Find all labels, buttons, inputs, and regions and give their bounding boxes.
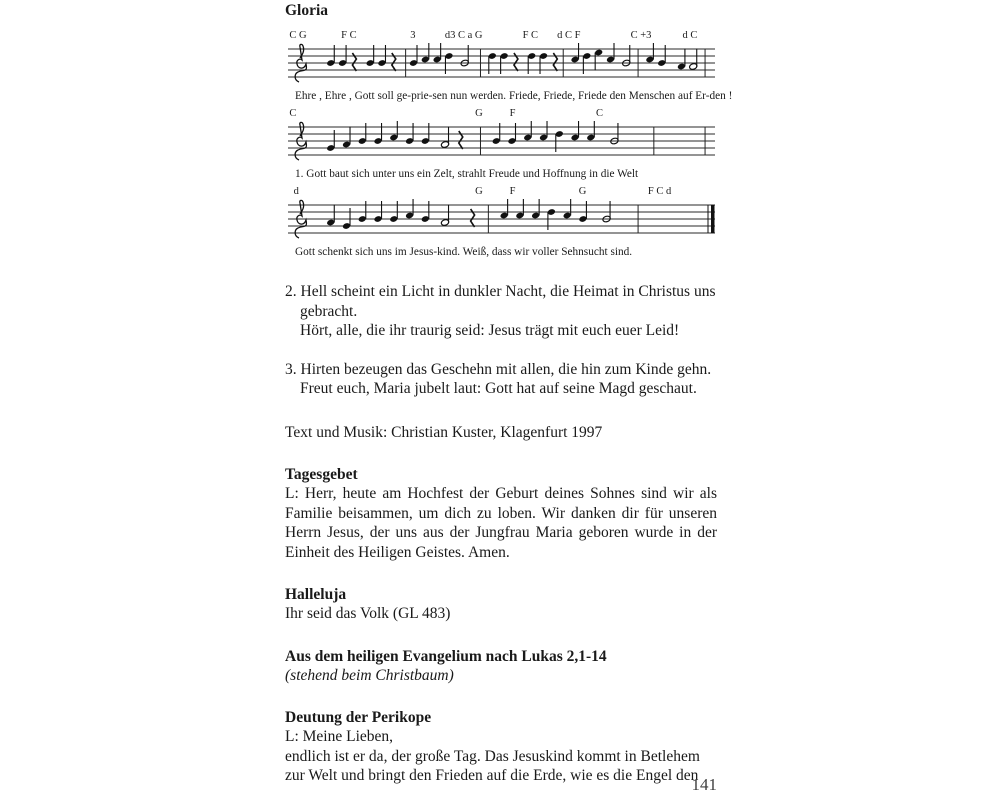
music-staff-3 <box>285 186 717 258</box>
chord-symbol: F <box>509 186 516 197</box>
section-text: L: Herr, heute am Hochfest der Geburt deines Sohnes sind wir als Familie beisammen, um dich zu loben. Wir danken dir für unseren Herrn Jesus, der uns aus der Jungfrau Maria geboren wurde in der Einheit des Heiligen Geistes. Amen. <box>285 485 717 561</box>
song-title: Gloria <box>285 2 329 19</box>
chord-symbol: F <box>509 108 516 119</box>
section-heading: Aus dem heiligen Evangelium nach Lukas 2,1-14 <box>285 647 607 665</box>
section-text: Ihr seid das Volk (GL 483) <box>285 605 451 622</box>
chord-row <box>285 30 717 43</box>
page-number: 141 <box>691 775 717 794</box>
lyrics-line: 1. Gott baut sich unter uns ein Zelt, strahlt Freude und Hoffnung in die Welt <box>295 168 639 180</box>
section-note: (stehend beim Christbaum) <box>285 666 454 684</box>
section-heading: Tagesgebet <box>285 466 358 483</box>
staff-notation <box>285 43 717 89</box>
verse-3 <box>285 360 717 399</box>
verse-2 <box>285 282 717 341</box>
lyrics-line: Gott schenkt sich uns im Jesus-kind. Weiß, dass wir voller Sehnsucht sind. <box>295 246 633 258</box>
chord-symbol: C +3 <box>630 30 652 41</box>
verse-line: 2. Hell scheint ein Licht in dunkler Nacht, die Heimat in Christus uns <box>285 283 716 300</box>
chord-symbol: C G <box>289 30 307 41</box>
chord-symbol: C <box>289 108 297 119</box>
lyrics-line: Ehre , Ehre , Gott soll ge-prie-sen nun werden. Friede, Friede, Friede den Menschen auf Er-den ! <box>295 90 733 102</box>
section-halleluja <box>285 586 717 624</box>
chord-symbol: d <box>293 186 299 197</box>
chord-symbol: C <box>596 108 604 119</box>
chord-symbol: F C <box>341 30 357 41</box>
content-column <box>285 2 733 786</box>
text-line: zur Welt und bringt den Frieden auf die Erde, wie es die Engel den <box>285 767 699 784</box>
chord-symbol: 3 <box>410 30 416 41</box>
section-heading: Halleluja <box>285 586 347 603</box>
staff-notation <box>285 121 717 167</box>
verse-line: Freut euch, Maria jubelt laut: Gott hat auf seine Magd geschaut. <box>300 380 697 397</box>
verse-line: 3. Hirten bezeugen das Geschehn mit allen, die hin zum Kinde gehn. <box>285 360 712 378</box>
chord-symbol: d3 C a G <box>444 30 483 41</box>
verse-line: Hört, alle, die ihr traurig seid: Jesus trägt mit euch euer Leid! <box>300 322 680 339</box>
music-staff-2 <box>285 108 717 180</box>
music-staff-1 <box>285 30 733 102</box>
chord-row <box>285 186 717 199</box>
chord-symbol: F C d <box>647 186 672 197</box>
section-tagesgebet <box>285 466 717 562</box>
section-evangelium <box>285 648 717 686</box>
text-line: endlich ist er da, der große Tag. Das Jesuskind kommt in Betlehem <box>285 747 700 765</box>
staff-notation <box>285 199 717 245</box>
text-line: L: Meine Lieben, <box>285 728 394 745</box>
chord-symbol: G <box>475 108 483 119</box>
song-credit: Text und Musik: Christian Kuster, Klagenfurt 1997 <box>285 423 603 441</box>
chord-row <box>285 108 717 121</box>
chord-symbol: F C <box>522 30 539 41</box>
verse-line: gebracht. <box>300 302 358 320</box>
chord-symbol: d C <box>682 30 698 41</box>
chord-symbol: G <box>578 186 587 197</box>
spacer <box>285 264 717 282</box>
chord-symbol: G <box>475 186 483 197</box>
section-heading: Deutung der Perikope <box>285 709 432 726</box>
chord-symbol: d C F <box>557 30 581 41</box>
